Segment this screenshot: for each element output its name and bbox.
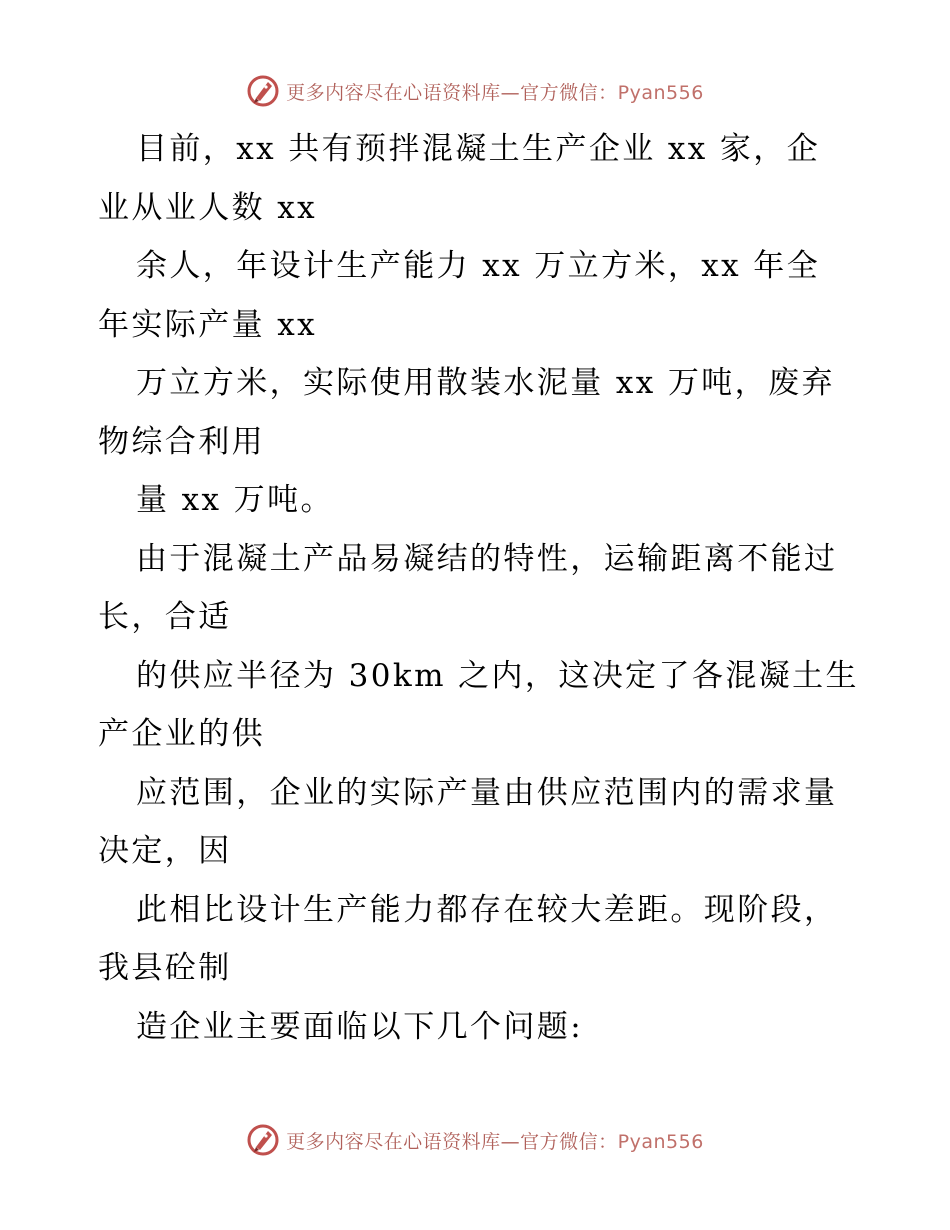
paragraph-line: 万立方米，实际使用散装水泥量 xx 万吨，废弃 <box>136 365 835 401</box>
header-watermark-text <box>286 78 704 105</box>
header-watermark-content <box>246 74 704 108</box>
paragraph-line: 量 xx 万吨。 <box>136 482 334 518</box>
paragraph-line: 由于混凝土产品易凝结的特性，运输距离不能过 <box>136 540 838 577</box>
document-body <box>98 120 858 1056</box>
paragraph-line: 长，合适 <box>98 599 232 635</box>
paragraph-line: 业从业人数 xx <box>98 189 318 226</box>
paragraph-line: 应范围，企业的实际产量由供应范围内的需求量 <box>136 774 838 811</box>
header-watermark <box>0 71 950 111</box>
footer-watermark <box>0 1120 950 1160</box>
pen-nib-logo-icon <box>246 74 280 108</box>
paragraph-line: 余人，年设计生产能力 xx 万立方米，xx 年全 <box>136 248 821 284</box>
paragraph-line: 产企业的供 <box>98 716 265 752</box>
footer-watermark-text <box>286 1127 704 1154</box>
paragraph-line: 决定，因 <box>98 833 232 869</box>
footer-watermark-handle: Pyan556 <box>617 1130 704 1153</box>
paragraph-line: 物综合利用 <box>98 423 265 460</box>
header-watermark-label: 更多内容尽在心语资料库—官方微信： <box>286 81 618 104</box>
footer-watermark-label: 更多内容尽在心语资料库—官方微信： <box>286 1130 618 1153</box>
pen-nib-logo-icon <box>246 1123 280 1157</box>
paragraph-line: 此相比设计生产能力都存在较大差距。现阶段， <box>136 891 838 928</box>
footer-watermark-content <box>246 1123 704 1157</box>
paragraph-line: 我县砼制 <box>98 950 232 986</box>
header-watermark-handle: Pyan556 <box>617 81 704 104</box>
paragraph-line: 的供应半径为 30km 之内，这决定了各混凝土生 <box>136 657 859 694</box>
paragraph-line: 目前，xx 共有预拌混凝土生产企业 xx 家，企 <box>136 131 821 167</box>
paragraph-line: 年实际产量 xx <box>98 306 318 343</box>
paragraph-line: 造企业主要面临以下几个问题: <box>136 1008 584 1045</box>
